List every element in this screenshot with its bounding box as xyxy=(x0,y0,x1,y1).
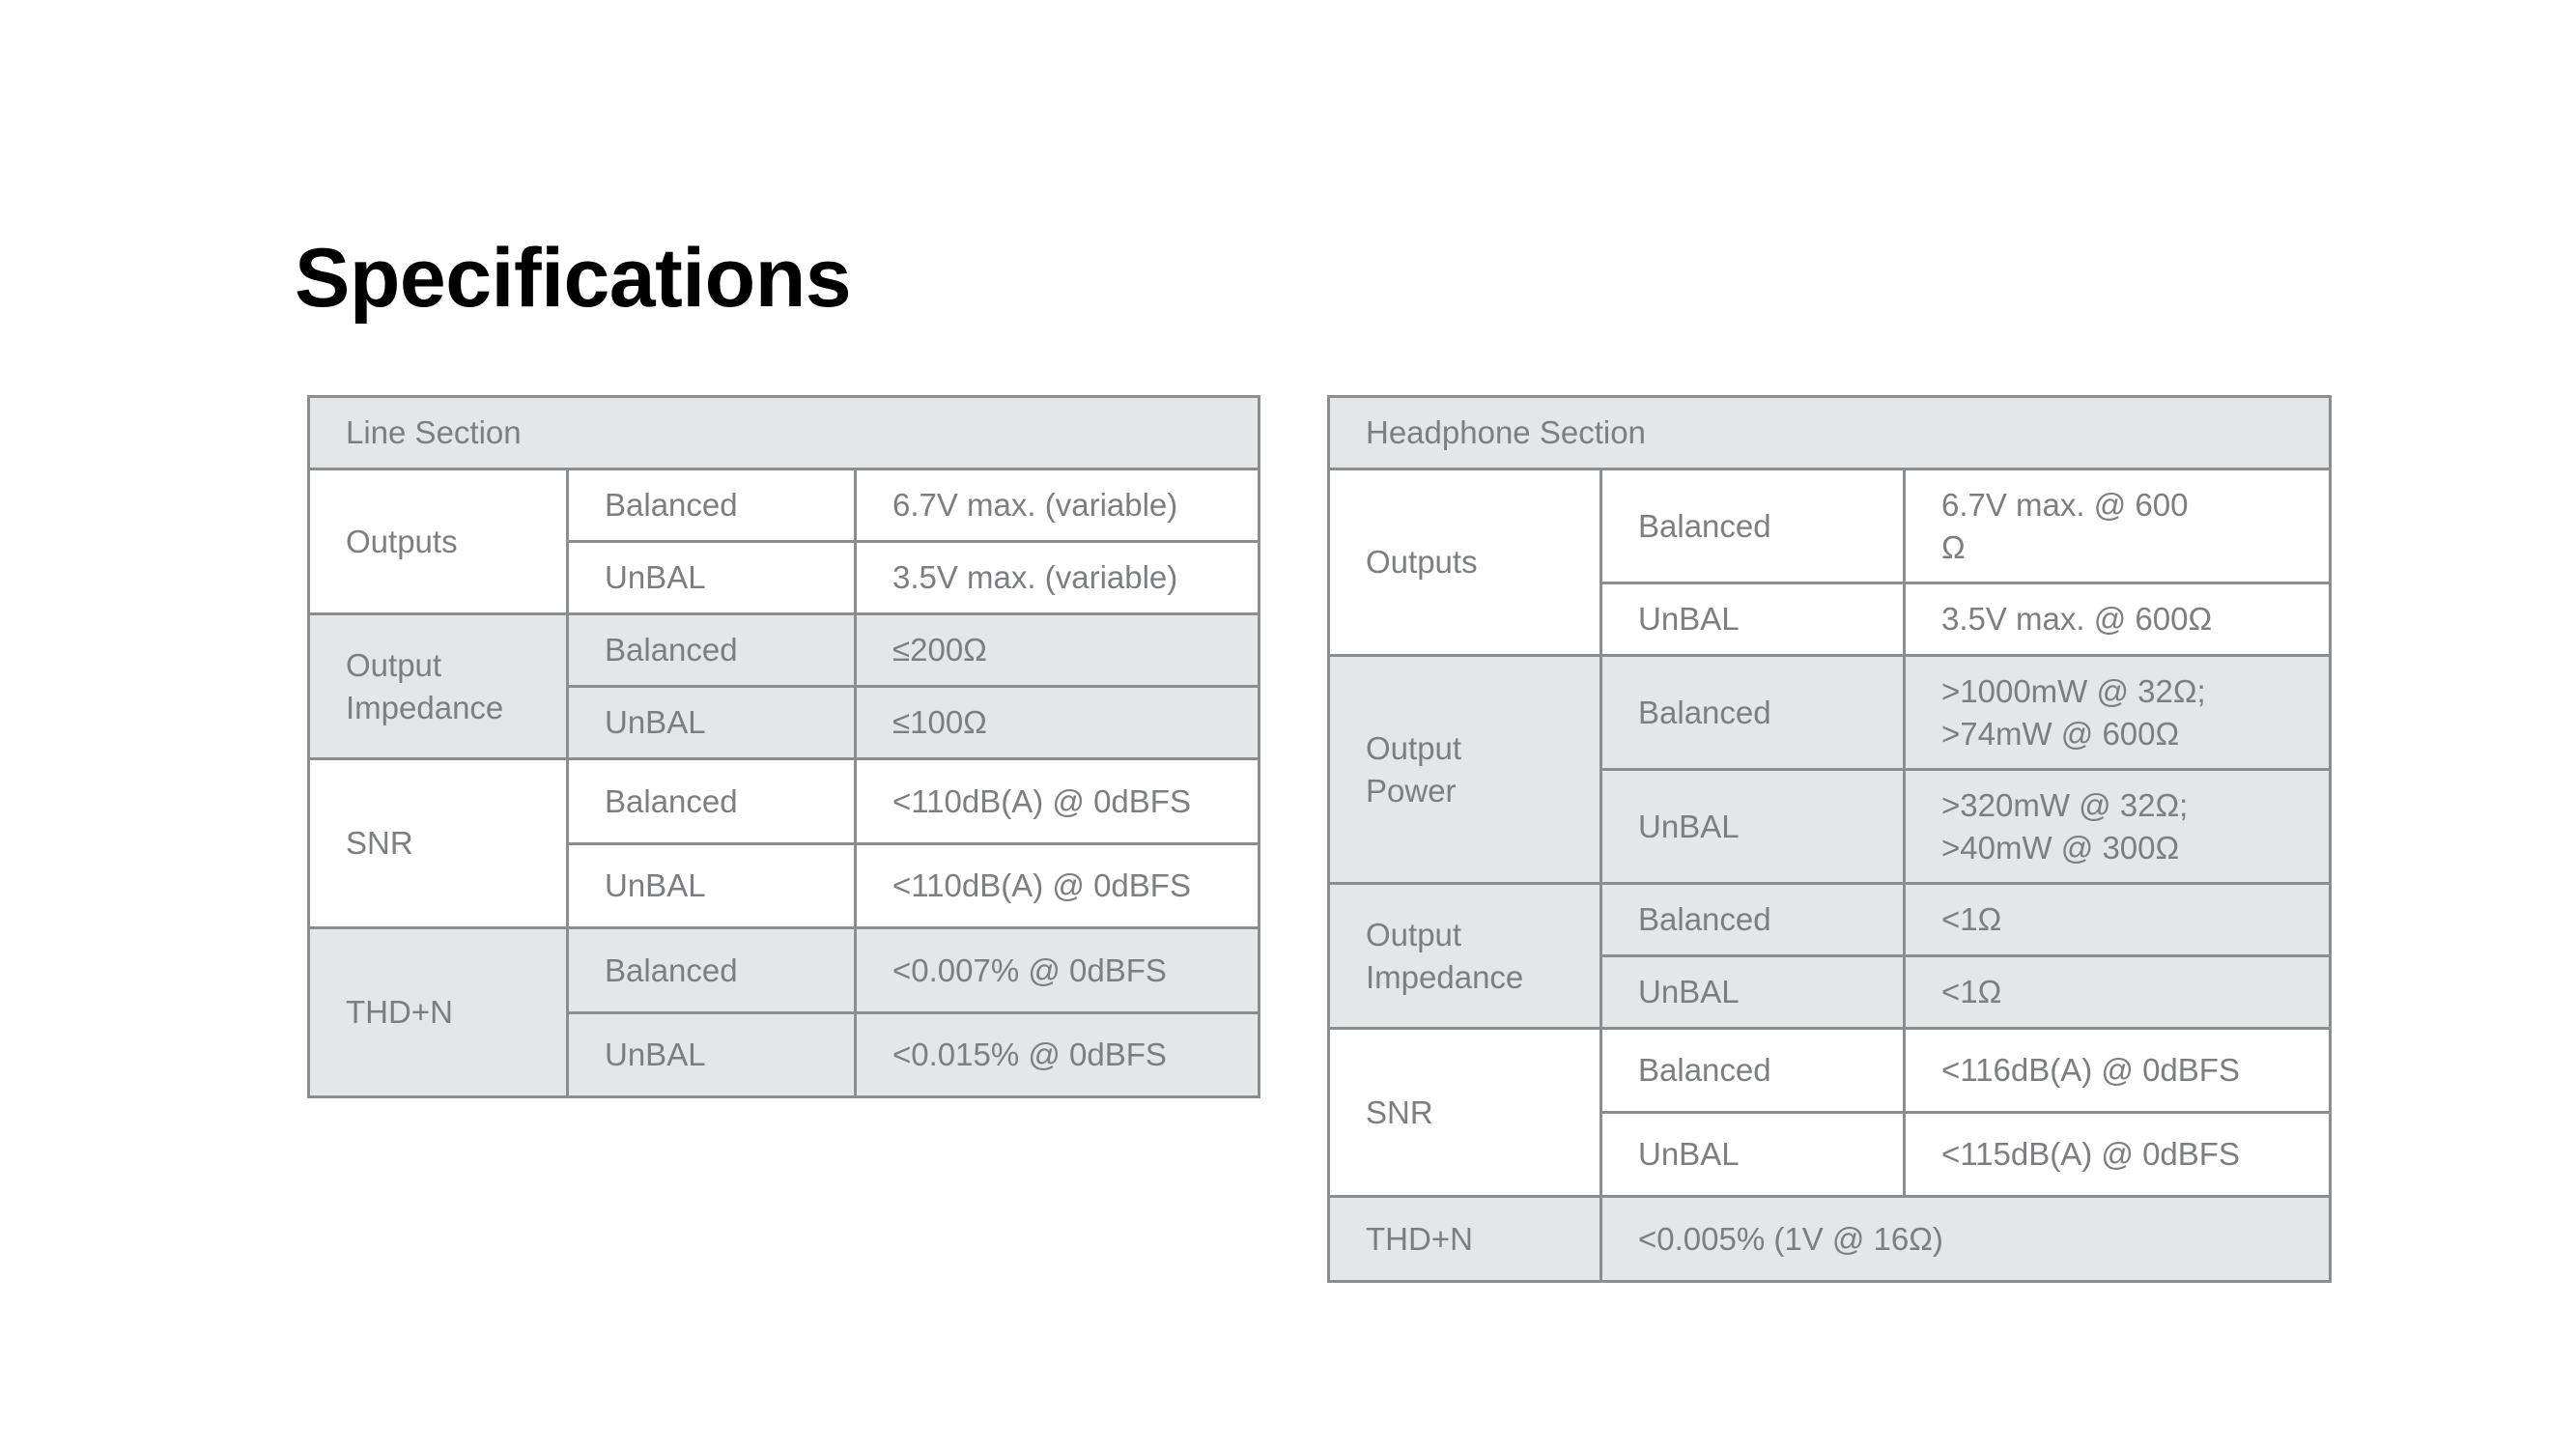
hp-outputs-label: Outputs xyxy=(1329,469,1601,656)
hp-output-power-label-line2: Power xyxy=(1366,772,1457,809)
hp-snr-label: SNR xyxy=(1329,1029,1601,1197)
hp-power-unbal-value xyxy=(1905,770,2331,884)
hp-power-unbal-label: UnBAL xyxy=(1601,770,1905,884)
hp-output-power-label xyxy=(1329,656,1601,884)
headphone-section-table xyxy=(1327,395,2332,1283)
hp-outputs-unbal-value: 3.5V max. @ 600Ω xyxy=(1905,583,2331,656)
hp-snr-balanced-label: Balanced xyxy=(1601,1029,1905,1113)
table-row xyxy=(1329,1197,2331,1282)
hp-outputs-balanced-value xyxy=(1905,469,2331,583)
hp-power-balanced-value xyxy=(1905,656,2331,770)
hp-power-unbal-value-line1: >320mW @ 32Ω; xyxy=(1941,786,2189,823)
page-title: Specifications xyxy=(295,232,852,325)
line-snr-unbal-value: <110dB(A) @ 0dBFS xyxy=(856,844,1260,928)
line-snr-balanced-value: <110dB(A) @ 0dBFS xyxy=(856,759,1260,844)
line-outputs-label: Outputs xyxy=(309,469,568,614)
hp-output-power-label-line1: Output xyxy=(1366,729,1462,766)
table-row xyxy=(1329,656,2331,770)
hp-output-impedance-label xyxy=(1329,884,1601,1029)
hp-impedance-balanced-label: Balanced xyxy=(1601,884,1905,956)
line-outputs-balanced-value: 6.7V max. (variable) xyxy=(856,469,1260,542)
hp-power-balanced-value-line2: >74mW @ 600Ω xyxy=(1941,715,2180,752)
line-outputs-balanced-label: Balanced xyxy=(568,469,856,542)
line-section-table xyxy=(307,395,1260,1098)
line-section-header: Line Section xyxy=(309,397,1260,469)
line-snr-unbal-label: UnBAL xyxy=(568,844,856,928)
hp-impedance-unbal-value: <1Ω xyxy=(1905,956,2331,1029)
hp-outputs-unbal-label: UnBAL xyxy=(1601,583,1905,656)
line-impedance-balanced-value: ≤200Ω xyxy=(856,614,1260,687)
line-impedance-unbal-value: ≤100Ω xyxy=(856,687,1260,759)
hp-impedance-unbal-label: UnBAL xyxy=(1601,956,1905,1029)
table-row xyxy=(309,469,1260,542)
table-row xyxy=(309,928,1260,1013)
hp-outputs-balanced-label: Balanced xyxy=(1601,469,1905,583)
line-outputs-unbal-label: UnBAL xyxy=(568,542,856,614)
hp-snr-unbal-value: <115dB(A) @ 0dBFS xyxy=(1905,1113,2331,1197)
line-thdn-label: THD+N xyxy=(309,928,568,1097)
hp-power-unbal-value-line2: >40mW @ 300Ω xyxy=(1941,829,2180,866)
hp-thdn-value: <0.005% (1V @ 16Ω) xyxy=(1601,1197,2331,1282)
table-row xyxy=(1329,469,2331,583)
line-thdn-unbal-value: <0.015% @ 0dBFS xyxy=(856,1013,1260,1097)
hp-output-impedance-label-line1: Output xyxy=(1366,916,1462,952)
line-thdn-unbal-label: UnBAL xyxy=(568,1013,856,1097)
line-snr-label: SNR xyxy=(309,759,568,928)
hp-snr-balanced-value: <116dB(A) @ 0dBFS xyxy=(1905,1029,2331,1113)
line-outputs-unbal-value: 3.5V max. (variable) xyxy=(856,542,1260,614)
line-snr-balanced-label: Balanced xyxy=(568,759,856,844)
headphone-section-header: Headphone Section xyxy=(1329,397,2331,469)
line-output-impedance-label-line2: Impedance xyxy=(346,689,504,725)
table-row xyxy=(1329,884,2331,956)
hp-thdn-label: THD+N xyxy=(1329,1197,1601,1282)
table-row xyxy=(309,759,1260,844)
hp-output-impedance-label-line2: Impedance xyxy=(1366,958,1524,995)
line-thdn-balanced-value: <0.007% @ 0dBFS xyxy=(856,928,1260,1013)
hp-power-balanced-value-line1: >1000mW @ 32Ω; xyxy=(1941,672,2206,709)
table-row xyxy=(1329,1029,2331,1113)
table-row xyxy=(309,614,1260,687)
hp-snr-unbal-label: UnBAL xyxy=(1601,1113,1905,1197)
line-output-impedance-label xyxy=(309,614,568,759)
line-section-header-row xyxy=(309,397,1260,469)
hp-impedance-balanced-value: <1Ω xyxy=(1905,884,2331,956)
hp-outputs-balanced-value-line2: Ω xyxy=(1941,528,1966,565)
headphone-section-header-row xyxy=(1329,397,2331,469)
line-output-impedance-label-line1: Output xyxy=(346,646,442,683)
hp-outputs-balanced-value-line1: 6.7V max. @ 600 xyxy=(1941,486,2189,523)
hp-power-balanced-label: Balanced xyxy=(1601,656,1905,770)
line-impedance-unbal-label: UnBAL xyxy=(568,687,856,759)
line-thdn-balanced-label: Balanced xyxy=(568,928,856,1013)
line-impedance-balanced-label: Balanced xyxy=(568,614,856,687)
